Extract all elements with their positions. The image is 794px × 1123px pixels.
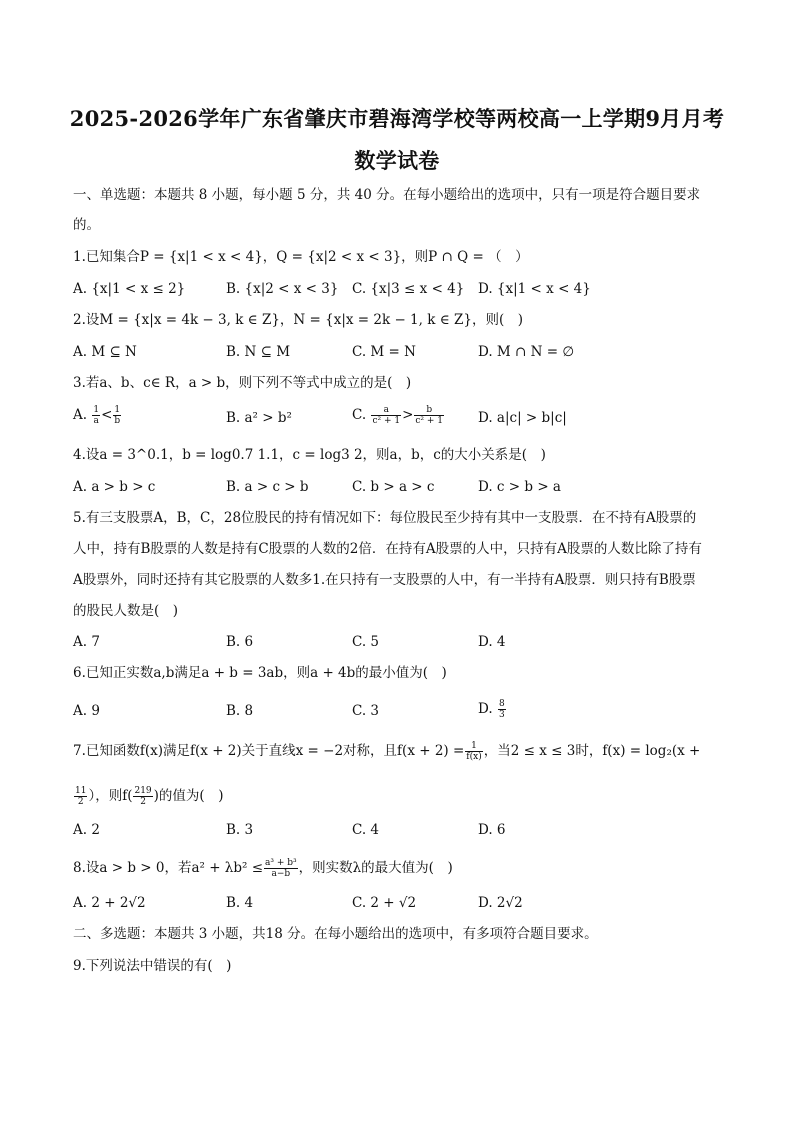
q8-option-a: A. 2 + 2√2: [73, 895, 146, 911]
q6-option-d: D. $\frac{8}{3}$: [478, 699, 505, 720]
q4-option-c: C. b > a > c: [352, 479, 435, 495]
question-6-stem: 6.已知正实数a,b满足a + b = 3ab，则a + 4b的最小值为( ): [73, 665, 447, 681]
q4-option-a: A. a > b > c: [73, 479, 156, 495]
q8-option-d: D. 2√2: [478, 895, 523, 911]
q5-option-c: C. 5: [352, 634, 380, 650]
question-5-stem-line4: 的股民人数是( ): [73, 603, 179, 619]
q6-option-c: C. 3: [352, 703, 380, 719]
q6-option-a: A. 9: [73, 703, 100, 719]
q7-frac-3: $\frac{219}{2}$: [134, 786, 152, 807]
question-9-stem: 9.下列说法中错误的有( ): [73, 958, 232, 974]
question-5-stem-line2: 人中，持有B股票的人数是持有C股票的人数的2倍．在持有A股票的人中，只持有A股票的人数比除了持有: [73, 541, 702, 557]
q3-option-a: A. $\frac{1}{a}$ < $\frac{1}{b}$: [73, 405, 121, 426]
q4-option-d: D. c > b > a: [478, 479, 561, 495]
q2-option-b: B. N ⊆ M: [226, 344, 291, 360]
q8-frac: $\frac{\text{a³ + b³}}{a-b}$: [265, 858, 297, 879]
q7-option-a: A. 2: [73, 822, 100, 838]
q3a-frac-2: $\frac{1}{b}$: [114, 405, 121, 426]
section1-instructions: 一、单选题：本题共 8 小题，每小题 5 分，共 40 分。在每小题给出的选项中，只有一项是符合题目要求: [73, 187, 701, 203]
q5-option-b: B. 6: [226, 634, 254, 650]
q8-option-b: B. 4: [226, 895, 254, 911]
question-7-stem-line2: $\frac{11}{2}$ ），则f( $\frac{219}{2}$ )的值为( ): [75, 786, 224, 807]
q3-option-c: C. $\frac{a}{\text{c² + 1}}$ > $\frac{b}{\text{c² + 1}}$: [352, 405, 444, 426]
q8-option-c: C. 2 + √2: [352, 895, 417, 911]
q1-option-d: D. {x|1 < x < 4}: [478, 281, 591, 297]
q4-option-b: B. a > c > b: [226, 479, 309, 495]
question-8-stem: 8.设a > b > 0，若a² + λb² ≤ $\frac{\text{a³ + b³}}{a-b}$ ，则实数λ的最大值为( ): [73, 858, 453, 879]
q2-option-d: D. M ∩ N = ∅: [478, 344, 575, 360]
q5-option-a: A. 7: [73, 634, 100, 650]
section2-instructions: 二、多选题：本题共 3 小题，共18 分。在每小题给出的选项中，有多项符合题目要求。: [73, 926, 598, 942]
question-4-stem: 4.设a = 3^0.1，b = log0.7 1.1，c = log3 2，则a，b，c的大小关系是( ): [73, 447, 546, 463]
q3-option-d: D. a|c| > b|c|: [478, 410, 567, 426]
question-7-stem-line1: 7.已知函数f(x)满足f(x + 2)关于直线x = −2对称，且f(x + 2) = $\frac{1}{f(x)}$ ，当2 ≤ x ≤ 3时，f(x) = log₂(x +: [73, 741, 701, 762]
question-3-stem: 3.若a、b、c∈ R，a > b，则下列不等式中成立的是( ): [73, 375, 412, 391]
q7-frac-1: $\frac{1}{f(x)}$: [466, 741, 482, 762]
q7-option-d: D. 6: [478, 822, 506, 838]
exam-title-line2: 数学试卷: [354, 148, 440, 173]
q1-option-a: A. {x|1 < x ≤ 2}: [73, 281, 186, 297]
q5-option-d: D. 4: [478, 634, 506, 650]
q3c-frac-2: $\frac{b}{\text{c² + 1}}$: [415, 405, 444, 426]
q7-option-b: B. 3: [226, 822, 254, 838]
question-2-stem: 2.设M = {x|x = 4k − 3, k ∈ Z}，N = {x|x = 2k − 1, k ∈ Z}，则( ): [73, 312, 523, 328]
q3-option-b: B. a² > b²: [226, 410, 292, 426]
q6d-frac: $\frac{8}{3}$: [498, 699, 505, 720]
question-1-stem: 1.已知集合P = {x|1 < x < 4}，Q = {x|2 < x < 3}，则P ∩ Q = （ ）: [73, 249, 529, 265]
q2-option-c: C. M = N: [352, 344, 416, 360]
question-5-stem-line3: A股票外，同时还持有其它股票的人数多1.在只持有一支股票的人中，有一半持有A股票．则只持有B股票: [73, 572, 696, 588]
q3a-frac-1: $\frac{1}{a}$: [93, 405, 100, 426]
q2-option-a: A. M ⊆ N: [73, 344, 137, 360]
q1-option-c: C. {x|3 ≤ x < 4}: [352, 281, 465, 297]
q1-option-b: B. {x|2 < x < 3}: [226, 281, 339, 297]
q6-option-b: B. 8: [226, 703, 254, 719]
exam-title-line1: 2025-2026学年广东省肇庆市碧海湾学校等两校高一上学期9月月考: [69, 106, 725, 131]
q3c-frac-1: $\frac{a}{\text{c² + 1}}$: [372, 405, 401, 426]
q7-option-c: C. 4: [352, 822, 380, 838]
section1-instructions-cont: 的。: [73, 217, 100, 233]
q7-frac-2: $\frac{11}{2}$: [75, 786, 87, 807]
question-5-stem-line1: 5.有三支股票A，B，C，28位股民的持有情况如下：每位股民至少持有其中一支股票．在不持有A股票的: [73, 510, 697, 526]
